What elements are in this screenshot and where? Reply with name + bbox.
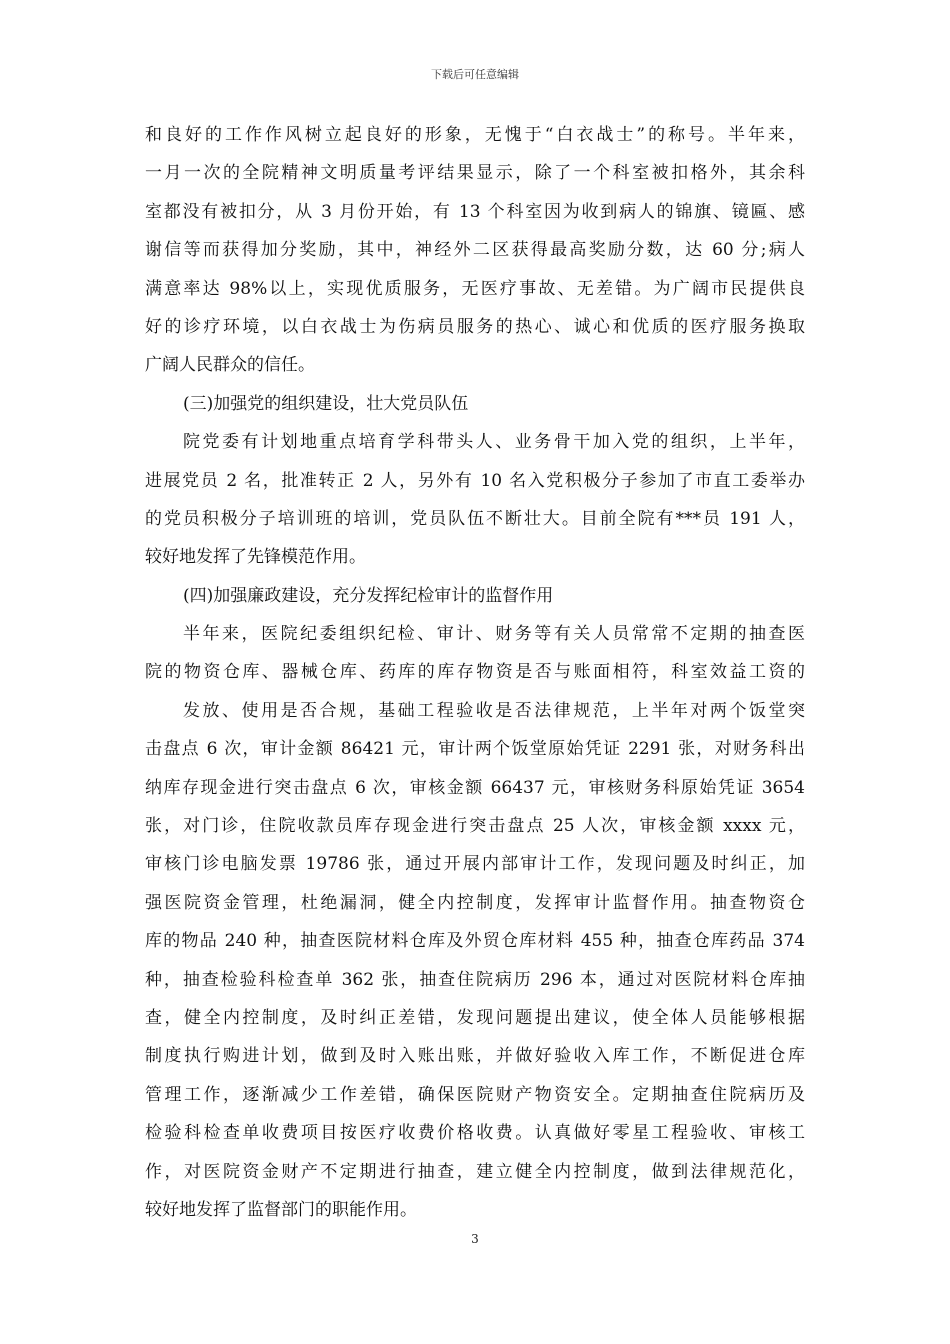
text-line: 的党员积极分子培训班的培训，党员队伍不断壮大。目前全院有***员 191 人， bbox=[145, 508, 805, 529]
text-line: (四)加强廉政建设，充分发挥纪检审计的监督作用 bbox=[183, 585, 554, 606]
text-line: 较好地发挥了监督部门的职能作用。 bbox=[145, 1199, 417, 1220]
text-line: 审核门诊电脑发票 19786 张，通过开展内部审计工作，发现问题及时纠正，加 bbox=[145, 854, 805, 875]
text-line: 进展党员 2 名，批准转正 2 人，另外有 10 名入党积极分子参加了市直工委举办 bbox=[145, 470, 805, 491]
text-line: 室都没有被扣分，从 3 月份开始，有 13 个科室因为收到病人的锦旗、镜匾、感 bbox=[145, 201, 805, 222]
text-line: 检验科检查单收费项目按医疗收费价格收费。认真做好零星工程验收、审核工 bbox=[145, 1123, 805, 1144]
text-line: 制度执行购进计划，做到及时入账出账，并做好验收入库工作，不断促进仓库 bbox=[145, 1046, 805, 1067]
text-line: 作，对医院资金财产不定期进行抽查，建立健全内控制度，做到法律规范化， bbox=[145, 1161, 805, 1182]
page-number: 3 bbox=[471, 1232, 479, 1246]
text-line: 好的诊疗环境，以白衣战士为伤病员服务的热心、诚心和优质的医疗服务换取 bbox=[145, 316, 805, 337]
text-line: 管理工作，逐渐减少工作差错，确保医院财产物资安全。定期抽查住院病历及 bbox=[145, 1084, 805, 1105]
text-line: 发放、使用是否合规，基础工程验收是否法律规范，上半年对两个饭堂突 bbox=[183, 700, 805, 721]
text-line: 库的物品 240 种，抽查医院材料仓库及外贸仓库材料 455 种，抽查仓库药品 374 bbox=[145, 931, 805, 952]
text-line: 纳库存现金进行突击盘点 6 次，审核金额 66437 元，审核财务科原始凭证 3654 bbox=[145, 777, 805, 798]
text-line: 种，抽查检验科检查单 362 张，抽查住院病历 296 本，通过对医院材料仓库抽 bbox=[145, 969, 805, 990]
text-line: 院党委有计划地重点培育学科带头人、业务骨干加入党的组织，上半年， bbox=[183, 432, 805, 453]
text-line: 张，对门诊，住院收款员库存现金进行突击盘点 25 人次，审核金额 xxxx 元， bbox=[145, 816, 805, 837]
text-line: 查，健全内控制度，及时纠正差错，发现问题提出建议，使全体人员能够根据 bbox=[145, 1007, 805, 1028]
text-line: 满意率达 98%以上，实现优质服务，无医疗事故、无差错。为广阔市民提供良 bbox=[145, 278, 805, 299]
text-line: 击盘点 6 次，审计金额 86421 元，审计两个饭堂原始凭证 2291 张，对财务科出 bbox=[145, 739, 805, 760]
text-line: 一月一次的全院精神文明质量考评结果显示，除了一个科室被扣格外，其余科 bbox=[145, 163, 805, 184]
text-line: 院的物资仓库、器械仓库、药库的库存物资是否与账面相符，科室效益工资的 bbox=[145, 662, 805, 683]
text-line: 半年来，医院纪委组织纪检、审计、财务等有关人员常常不定期的抽查医 bbox=[183, 624, 805, 645]
document-body bbox=[145, 116, 805, 1229]
text-line: (三)加强党的组织建设，壮大党员队伍 bbox=[183, 393, 469, 414]
text-line: 谢信等而获得加分奖励，其中，神经外二区获得最高奖励分数，达 60 分;病人 bbox=[145, 240, 805, 261]
text-line: 强医院资金管理，杜绝漏洞，健全内控制度，发挥审计监督作用。抽查物资仓 bbox=[145, 892, 805, 913]
text-line: 较好地发挥了先锋模范作用。 bbox=[145, 547, 366, 568]
text-line: 广阔人民群众的信任。 bbox=[145, 355, 315, 376]
text-line: 和良好的工作作风树立起良好的形象，无愧于“白衣战士”的称号。半年来， bbox=[145, 125, 805, 145]
page-header: 下载后可任意编辑 bbox=[431, 68, 519, 81]
